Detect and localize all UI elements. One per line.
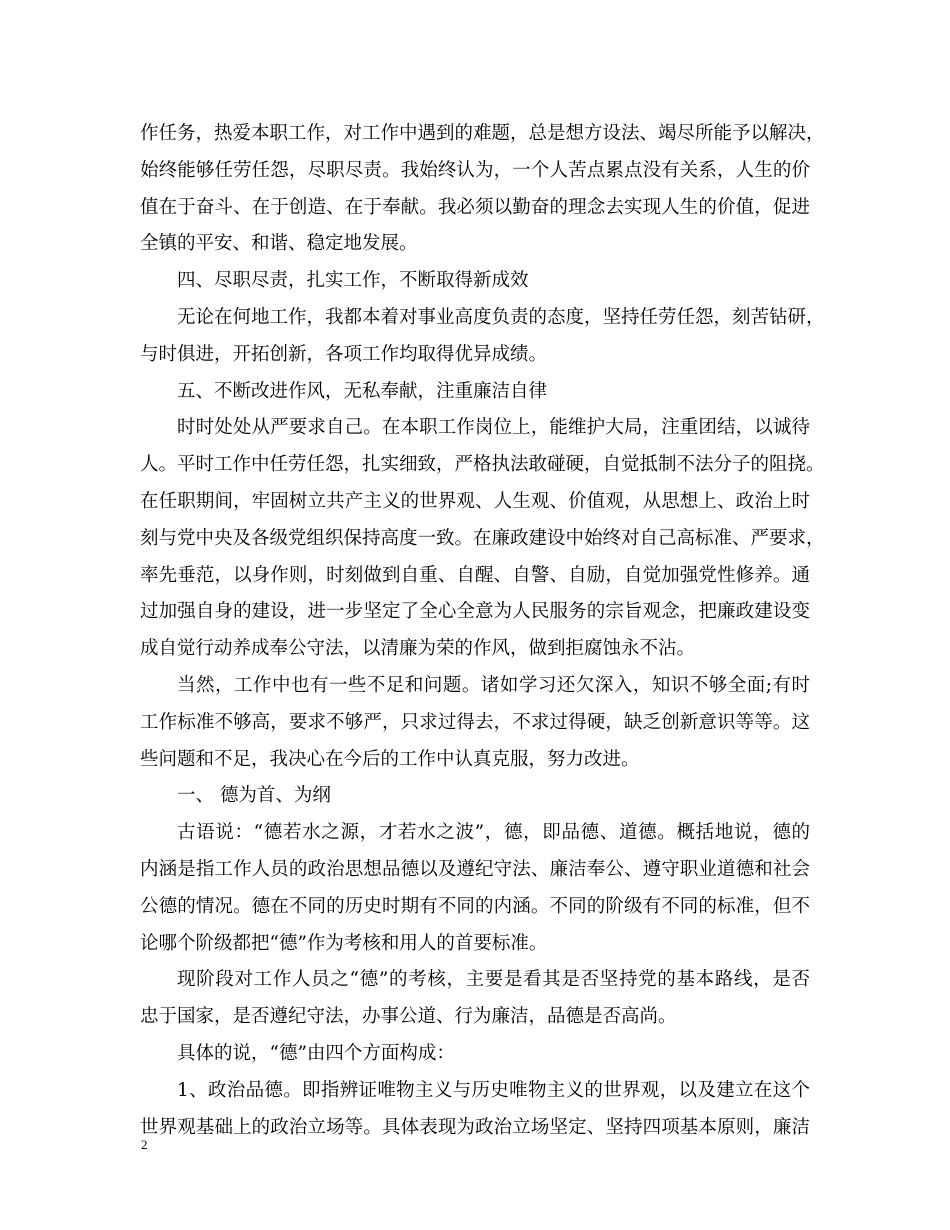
page-number: 2 <box>141 1137 148 1152</box>
text-line: 当然，工作中也有一些不足和问题。诸如学习还欠深入，知识不够全面;有时 <box>177 674 810 696</box>
text-line: 公德的情况。德在不同的历史时期有不同的内涵。不同的阶级有不同的标准，但不 <box>140 895 810 917</box>
text-line: 始终能够任劳任怨，尽职尽责。我始终认为，一个人苦点累点没有关系，人生的价 <box>140 159 810 181</box>
text-line: 成自觉行动养成奉公守法，以清廉为荣的作风，做到拒腐蚀永不沾。 <box>140 638 696 660</box>
text-line: 时时处处从严要求自己。在本职工作岗位上，能维护大局，注重团结，以诚待 <box>177 417 810 439</box>
text-line: 值在于奋斗、在于创造、在于奉献。我必须以勤奋的理念去实现人生的价值，促进 <box>140 196 810 218</box>
text-line: 些问题和不足，我决心在今后的工作中认真克服，努力改进。 <box>140 748 640 770</box>
text-line: 1、政治品德。即指辨证唯物主义与历史唯物主义的世界观，以及建立在这个 <box>177 1079 810 1101</box>
text-line: 世界观基础上的政治立场等。具体表现为政治立场坚定、坚持四项基本原则，廉洁 <box>140 1116 810 1138</box>
body-text <box>140 116 825 1146</box>
text-line: 作任务，热爱本职工作，对工作中遇到的难题，总是想方设法、竭尽所能予以解决， <box>140 123 825 144</box>
text-line: 内涵是指工作人员的政治思想品德以及遵纪守法、廉洁奉公、遵守职业道德和社会 <box>140 858 810 880</box>
text-line: 过加强自身的建设，进一步坚定了全心全意为人民服务的宗旨观念，把廉政建设变 <box>140 601 810 623</box>
text-line: 一、 德为首、为纲 <box>177 785 331 807</box>
text-line: 具体的说，“德”由四个方面构成： <box>177 1042 455 1064</box>
text-line: 忠于国家，是否遵纪守法，办事公道、行为廉洁，品德是否高尚。 <box>140 1006 677 1028</box>
text-line: 刻与党中央及各级党组织保持高度一致。在廉政建设中始终对自己高标准、严要求， <box>140 527 825 549</box>
text-line: 四、尽职尽责，扎实工作，不断取得新成效 <box>177 270 529 292</box>
text-line: 现阶段对工作人员之“德”的考核，主要是看其是否坚持党的基本路线，是否 <box>177 969 810 991</box>
text-line: 古语说：“德若水之源，才若水之波”，德，即品德、道德。概括地说，德的 <box>177 822 810 844</box>
text-line: 无论在何地工作，我都本着对事业高度负责的态度，坚持任劳任怨，刻苦钻研， <box>177 306 825 328</box>
text-line: 工作标准不够高，要求不够严，只求过得去，不求过得硬，缺乏创新意识等等。这 <box>140 711 810 733</box>
text-line: 与时俱进，开拓创新，各项工作均取得优异成绩。 <box>140 343 548 365</box>
text-line: 人。平时工作中任劳任怨，扎实细致，严格执法敢碰硬，自觉抵制不法分子的阻挠。 <box>140 454 825 476</box>
text-line: 率先垂范，以身作则，时刻做到自重、自醒、自警、自励，自觉加强党性修养。通 <box>140 564 810 586</box>
text-line: 五、不断改进作风，无私奉献，注重廉洁自律 <box>177 380 548 402</box>
text-line: 全镇的平安、和谐、稳定地发展。 <box>140 233 418 255</box>
text-line: 在任职期间，牢固树立共产主义的世界观、人生观、价值观，从思想上、政治上时 <box>140 490 810 512</box>
text-line: 论哪个阶级都把“德”作为考核和用人的首要标准。 <box>140 932 548 954</box>
